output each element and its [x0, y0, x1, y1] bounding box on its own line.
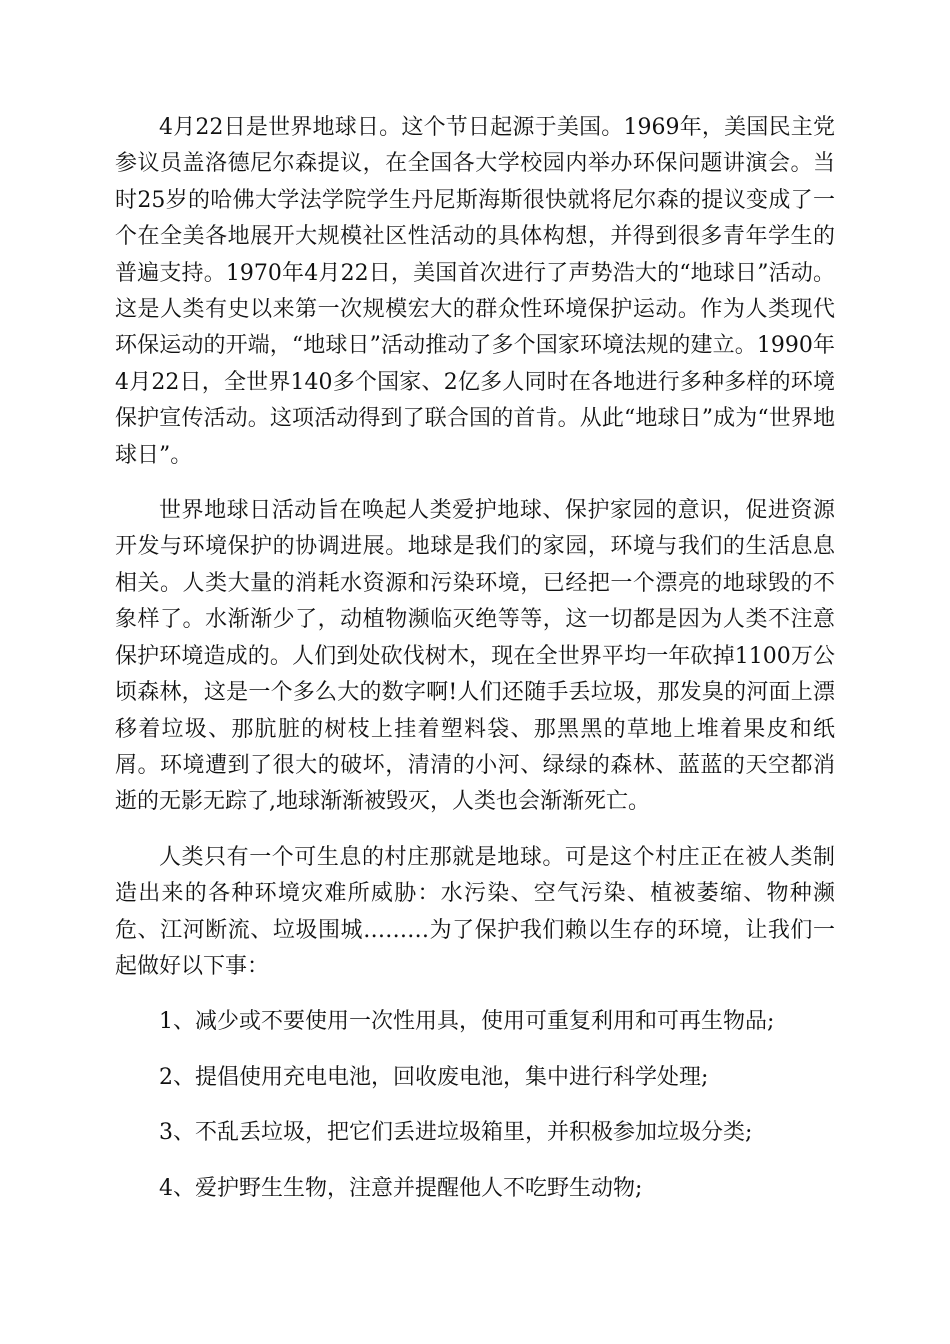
- list-item: 4、爱护野生生物，注意并提醒他人不吃野生动物;: [159, 1175, 643, 1201]
- document-page: [115, 110, 835, 1226]
- list-item: 2、提倡使用充电电池，回收废电池，集中进行科学处理;: [159, 1064, 709, 1090]
- paragraph-call-to-action: 人类只有一个可生息的村庄那就是地球。可是这个村庄正在被人类制造出来的各种环境灾难所威胁：水污染、空气污染、植被萎缩、物种濒危、江河断流、垃圾围城………为了保护我们赖以生存的环境，让我们一起做好以下事：: [115, 844, 835, 979]
- list-item: 1、减少或不要使用一次性用具，使用可重复利用和可再生物品;: [159, 1009, 775, 1035]
- list-item: 3、不乱丢垃圾，把它们丢进垃圾箱里，并积极参加垃圾分类;: [159, 1120, 753, 1146]
- paragraph-earth-day-origin: 4月22日是世界地球日。这个节日起源于美国。1969年，美国民主党参议员盖洛德尼尔森提议，在全国各大学校园内举办环保问题讲演会。当时25岁的哈佛大学法学院学生丹尼斯海斯很快就将尼尔森的提议变成了一个在全美各地展开大规模社区性活动的具体构想，并得到很多青年学生的普遍支持。1970年4月22日，美国首次进行了声势浩大的“地球日”活动。这是人类有史以来第一次规模宏大的群众性环境保护运动。作为人类现代环保运动的开端，“地球日”活动推动了多个国家环境法规的建立。1990年4月22日，全世界140多个国家、2亿多人同时在各地进行多种多样的环境保护宣传活动。这项活动得到了联合国的首肯。从此“地球日”成为“世界地球日”。: [115, 115, 835, 468]
- paragraph-earth-day-purpose: 世界地球日活动旨在唤起人类爱护地球、保护家园的意识，促进资源开发与环境保护的协调进展。地球是我们的家园，环境与我们的生活息息相关。人类大量的消耗水资源和污染环境，已经把一个漂亮的地球毁的不象样了。水渐渐少了，动植物濒临灭绝等等，这一切都是因为人类不注意保护环境造成的。人们到处砍伐树木，现在全世界平均一年砍掉1100万公顷森林，这是一个多么大的数字啊!人们还随手丢垃圾，那发臭的河面上漂移着垃圾、那肮脏的树枝上挂着塑料袋、那黑黑的草地上堆着果皮和纸屑。环境遭到了很大的破坏，清清的小河、绿绿的森林、蓝蓝的天空都消逝的无影无踪了,地球渐渐被毁灭，人类也会渐渐死亡。: [115, 498, 835, 815]
